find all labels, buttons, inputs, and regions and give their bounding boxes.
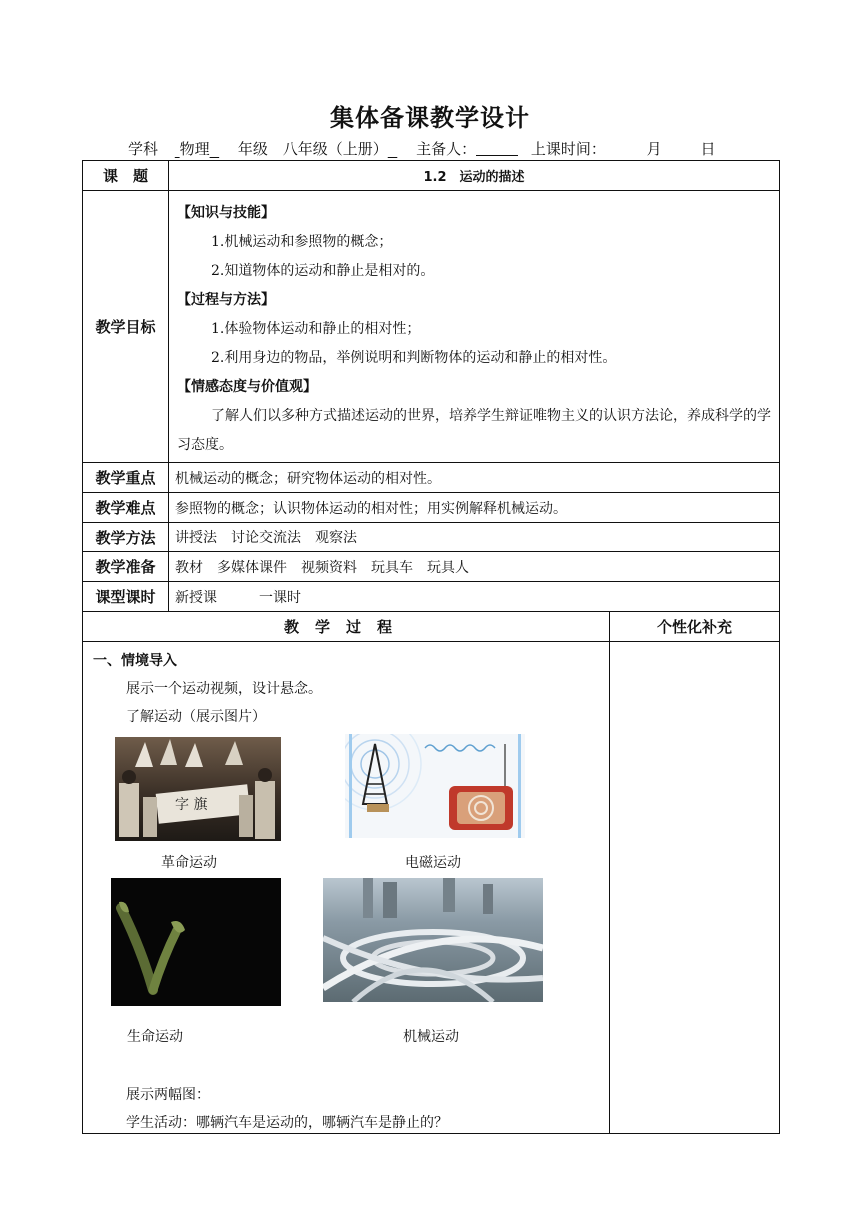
key-value: 机械运动的概念；研究物体运动的相对性。 <box>169 463 780 493</box>
svg-text:字 旗: 字 旗 <box>175 797 208 813</box>
goal-heading-knowledge: 【知识与技能】 <box>177 205 275 221</box>
topic-label: 课 题 <box>83 161 169 191</box>
process-header: 教学过程 <box>83 612 610 642</box>
process-line: 了解运动（展示图片） <box>126 709 266 725</box>
image-caption: 机械运动 <box>403 1029 459 1045</box>
lesson-plan-table <box>82 160 780 1134</box>
process-line: 展示一个运动视频，设计悬念。 <box>126 681 322 697</box>
method-value: 讲授法 讨论交流法 观察法 <box>169 523 780 552</box>
image-caption: 生命运动 <box>127 1029 183 1045</box>
supplement-cell <box>610 642 780 1134</box>
day-label: 日 <box>700 140 716 158</box>
topic-value: 1.2 运动的描述 <box>169 161 780 191</box>
preparer-label: 主备人： <box>416 140 477 158</box>
method-label: 教学方法 <box>83 523 169 552</box>
header-meta <box>128 138 715 159</box>
time-label: 上课时间： <box>530 140 606 158</box>
process-line: 展示两幅图： <box>126 1087 210 1103</box>
goal-item: 2.利用身边的物品，举例说明和判断物体的运动和静止的相对性。 <box>211 350 617 366</box>
goal-heading-attitude: 【情感态度与价值观】 <box>177 379 317 395</box>
image-caption: 电磁运动 <box>405 855 461 871</box>
electromagnetic-photo <box>345 734 525 838</box>
supplement-header: 个性化补充 <box>610 612 780 642</box>
preparation-label: 教学准备 <box>83 552 169 582</box>
subject-label: 学科 <box>128 140 159 158</box>
grade-value: 八年级（上册） <box>282 140 388 158</box>
document-title: 集体备课教学设计 <box>330 104 530 132</box>
lesson-type-label: 课型课时 <box>83 582 169 612</box>
lesson-type-value: 新授课 一课时 <box>169 582 780 612</box>
key-label: 教学重点 <box>83 463 169 493</box>
highway-photo <box>323 878 543 1002</box>
process-line: 学生活动：哪辆汽车是运动的，哪辆汽车是静止的？ <box>126 1115 448 1131</box>
month-label: 月 <box>646 140 662 158</box>
goal-item: 1.体验物体运动和静止的相对性； <box>211 321 421 337</box>
plant-life-photo <box>111 878 281 1006</box>
section-heading: 一、情境导入 <box>93 653 177 669</box>
process-content <box>83 642 610 1134</box>
goals-content <box>169 191 780 463</box>
difficulty-value: 参照物的概念；认识物体运动的相对性；用实例解释机械运动。 <box>169 493 780 523</box>
image-caption: 革命运动 <box>161 855 217 871</box>
difficulty-label: 教学难点 <box>83 493 169 523</box>
grade-label: 年级 <box>237 140 268 158</box>
goal-paragraph: 了解人们以多种方式描述运动的世界，培养学生辩证唯物主义的认识方法论，养成科学的学习态度。 <box>177 408 771 453</box>
preparer-blank <box>476 141 518 156</box>
revolution-photo <box>115 737 281 841</box>
goal-item: 2.知道物体的运动和静止是相对的。 <box>211 263 435 279</box>
preparation-value: 教材 多媒体课件 视频资料 玩具车 玩具人 <box>169 552 780 582</box>
goal-heading-process: 【过程与方法】 <box>177 292 275 308</box>
subject-value: 物理 <box>179 140 210 158</box>
goals-label: 教学目标 <box>83 191 169 463</box>
goal-item: 1.机械运动和参照物的概念； <box>211 234 393 250</box>
